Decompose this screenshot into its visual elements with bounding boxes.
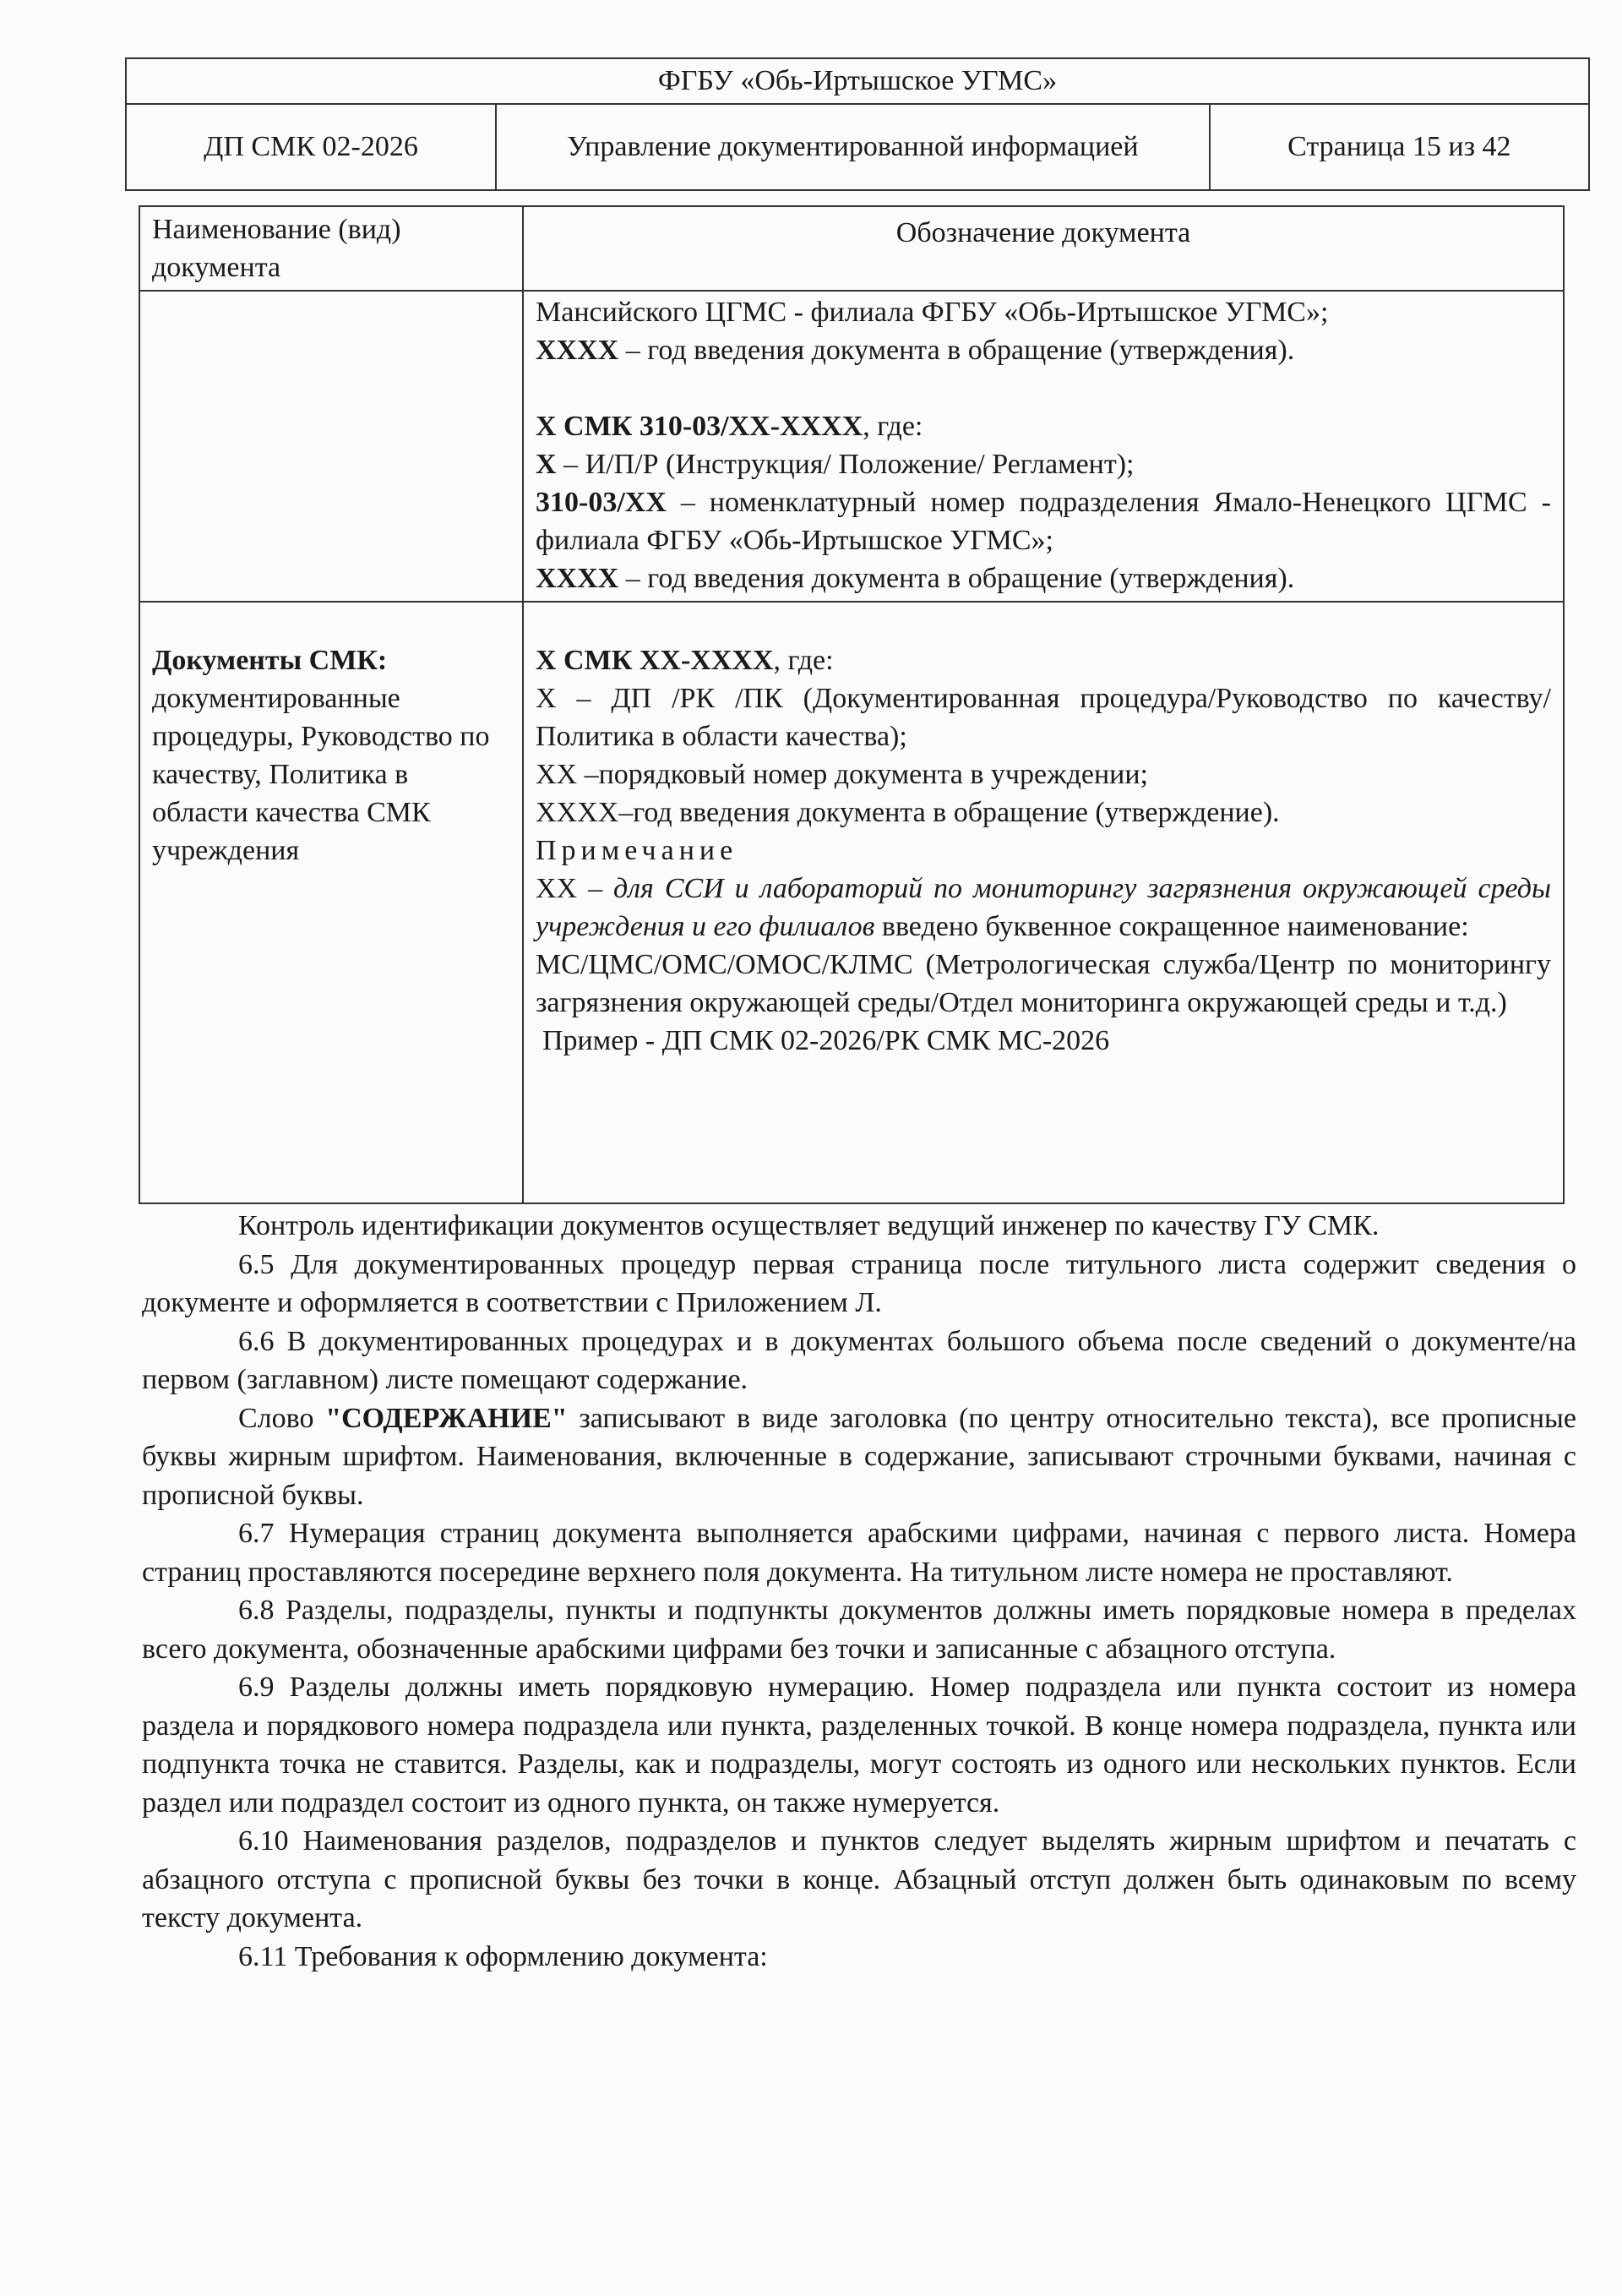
body-text xyxy=(142,1207,1576,1976)
table-text: , где: xyxy=(863,411,923,442)
column-header-designation: Обозначение документа xyxy=(523,206,1564,291)
table-text: – год введения документа в обращение (утверждения). xyxy=(618,335,1295,366)
table-text: – номенклатурный номер подразделения Ямало-Ненецкого ЦГМС - филиала ФГБУ «Обь-Иртышское УГМС»; xyxy=(536,487,1551,556)
table-text: – И/П/Р (Инструкция/ Положение/ Регламент); xyxy=(556,449,1135,480)
paragraph: 6.5 Для документированных процедур первая страница после титульного листа содержит сведения о документе и оформляется в соответствии с Приложением Л. xyxy=(142,1248,1576,1318)
column-header-name: Наименование (вид) документа xyxy=(139,206,523,291)
bold-code: 310-03/ХХ xyxy=(536,487,667,518)
code-template: Х СМК 310-03/ХХ-ХХХХ xyxy=(536,411,863,442)
note-italic-text: для ССИ и лабораторий по мониторингу загрязнения окружающей среды учреждения и его филиалов xyxy=(536,873,1552,942)
document-designation-table xyxy=(139,205,1565,1204)
page-header xyxy=(125,57,1590,191)
document-code: ДП СМК 02-2026 xyxy=(126,104,496,190)
table-row xyxy=(139,291,1564,602)
note-label: Примечание xyxy=(536,835,738,866)
table-text: Х – ДП /РК /ПК (Документированная процедура/Руководство по качеству/Политика в области качества); xyxy=(536,683,1551,752)
paragraph: 6.10 Наименования разделов, подразделов и пунктов следует выделять жирным шрифтом и печатать с абзацного отступа с прописной буквы без точки в конце. Абзацный отступ должен быть одинаковым по всему тексту документа. xyxy=(142,1825,1576,1933)
table-text: введено буквенное сокращенное наименование: xyxy=(874,911,1469,942)
bold-word: "СОДЕРЖАНИЕ" xyxy=(325,1402,568,1434)
table-text: – год введения документа в обращение (утверждения). xyxy=(618,563,1295,594)
table-text: Мансийского ЦГМС - филиала ФГБУ «Обь-Иртышское УГМС»; xyxy=(536,297,1329,328)
code-template: Х СМК ХХ-ХХХХ xyxy=(536,645,774,676)
bold-code: ХХХХ xyxy=(536,563,619,594)
page-number: Страница 15 из 42 xyxy=(1210,104,1589,190)
paragraph-text: записывают в виде заголовка (по центру относительно текста), все прописные буквы жирным шрифтом. Наименования, включенные в содержание, записывают строчными буквами, начиная с прописной буквы. xyxy=(142,1402,1576,1511)
table-text: , где: xyxy=(773,645,834,676)
table-text: ХХХХ–год введения документа в обращение (утверждение). xyxy=(536,797,1280,828)
bold-code: ХХХХ xyxy=(536,335,619,366)
document-type-title: Документы СМК: xyxy=(152,645,388,676)
paragraph: 6.9 Разделы должны иметь порядковую нумерацию. Номер подраздела или пункта состоит из номера раздела и порядкового номера подраздела или пункта, разделенных точкой. В конце номера подраздела, пункта или подпункта точка не ставится. Разделы, как и подразделы, могут состоять из одного или нескольких пунктов. Если раздел или подраздел состоит из одного пункта, он также нумеруется. xyxy=(142,1672,1576,1819)
table-text: ХХ – xyxy=(536,873,614,904)
paragraph: 6.6 В документированных процедурах и в документах большого объема после сведений о документе/на первом (заглавном) листе помещают содержание. xyxy=(142,1325,1576,1395)
bold-code: Х xyxy=(536,449,557,480)
organization-name: ФГБУ «Обь-Иртышское УГМС» xyxy=(126,58,1589,104)
example-text: Пример - ДП СМК 02-2026/РК СМК МС-2026 xyxy=(542,1025,1110,1056)
table-row xyxy=(139,602,1564,1203)
paragraph: 6.8 Разделы, подразделы, пункты и подпункты документов должны иметь порядковые номера в пределах всего документа, обозначенные арабскими цифрами без точки и записанные с абзацного отступа. xyxy=(142,1595,1576,1665)
document-type-description: документированные процедуры, Руководство по качеству, Политика в области качества СМК учреждения xyxy=(152,683,490,866)
document-title: Управление документированной информацией xyxy=(496,104,1210,190)
paragraph-text: Слово xyxy=(238,1402,326,1434)
table-text: ХХ –порядковый номер документа в учреждении; xyxy=(536,759,1148,790)
paragraph: 6.11 Требования к оформлению документа: xyxy=(238,1940,768,1972)
table-text: МС/ЦМС/ОМС/ОМОС/КЛМС (Метрологическая служба/Центр по мониторингу загрязнения окружающей среды/Отдел мониторинга окружающей среды и т.д.) xyxy=(536,949,1551,1018)
paragraph: 6.7 Нумерация страниц документа выполняется арабскими цифрами, начиная с первого листа. Номера страниц проставляются посередине верхнего поля документа. На титульном листе номера не проставляют. xyxy=(142,1518,1576,1588)
paragraph xyxy=(142,1399,1576,1515)
paragraph: Контроль идентификации документов осуществляет ведущий инженер по качеству ГУ СМК. xyxy=(238,1210,1380,1241)
